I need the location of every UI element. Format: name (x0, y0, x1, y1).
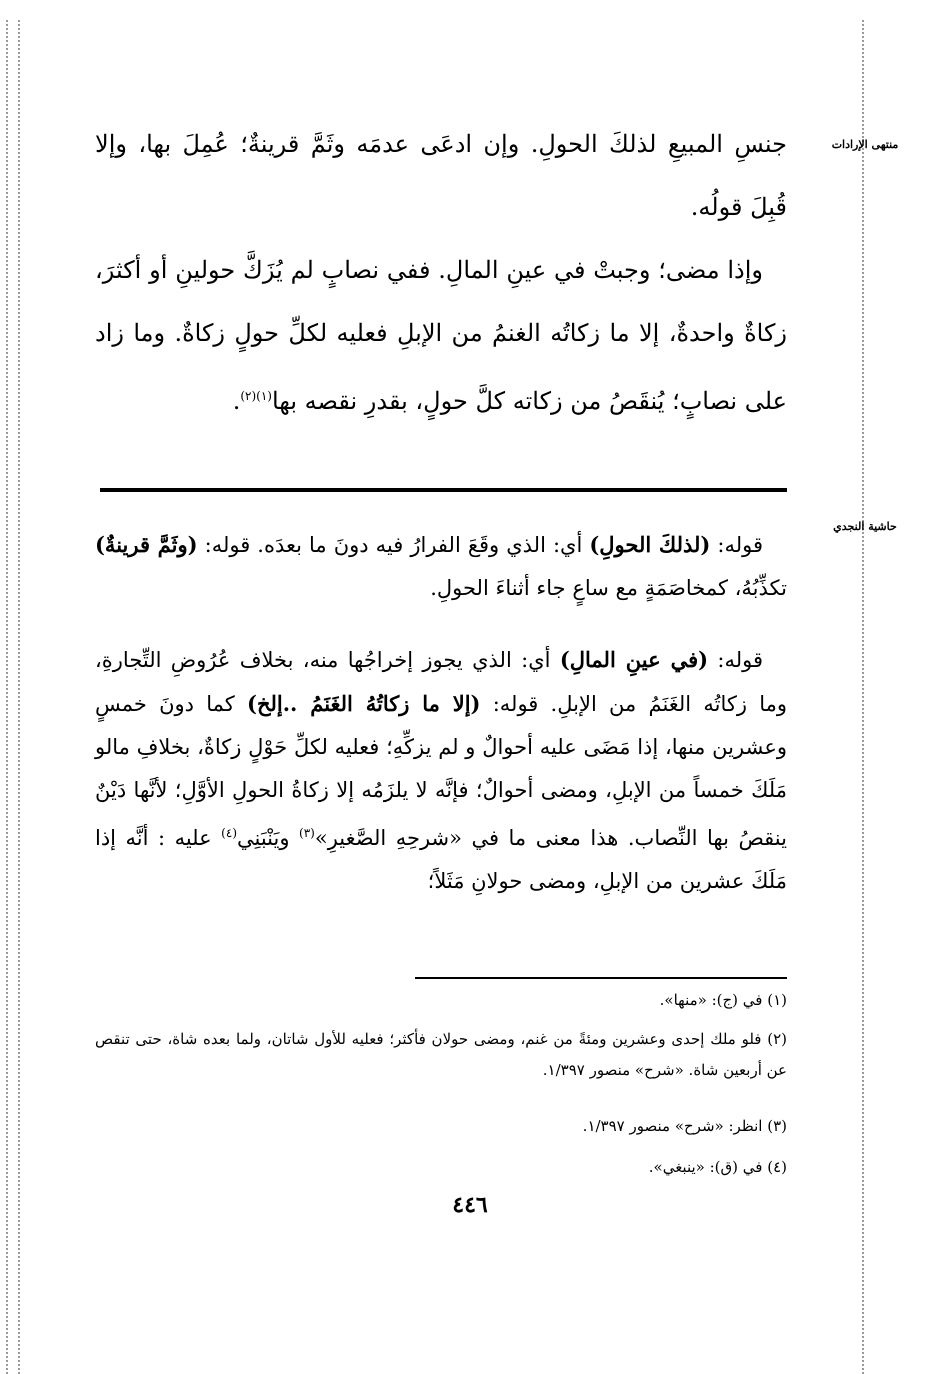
scan-dotted-margin-right (862, 20, 864, 1374)
footnote-ref: (٣) (299, 826, 315, 840)
footnote-1: (١) في (ج): «منها». (659, 991, 787, 1009)
commentary-text: تكذِّبُهُ، كمخاصَمَةٍ مع ساعٍ جاء أثناءَ الحولِ. (430, 576, 787, 600)
matn-paragraph-2 (95, 239, 787, 433)
scan-dotted-margin-left-outer (6, 20, 8, 1374)
quoted-lemma: (في عينِ المالِ) (559, 647, 709, 672)
matn-paragraph-2-end: . (232, 387, 241, 415)
commentary-text: ويَنْبَنِي (237, 826, 300, 850)
section-divider (100, 488, 787, 492)
side-label-matn: منتهى الإرادات (831, 138, 899, 151)
page-number: ٤٤٦ (452, 1192, 488, 1218)
quoted-lemma: (لذلكَ الحولِ) (589, 532, 711, 557)
commentary-text: كما دونَ خمسٍ وعشرين منها، إذا مَضَى عليه أحوالٌ و لم يزكِّهِ؛ فعليه لكلِّ حَوْلٍ زكاةٌ، بخلافِ مالو مَلَكَ خمساً من الإبلِ، ومضى أحوالٌ؛ فإنَّه لا يلزَمُه إلا زكاةُ الحولِ الأوَّلِ؛ لأنَّها دَيْنٌ ينقصُ بها النِّصاب. هذا معنى ما في «شرحِهِ الصَّغيرِ» (95, 692, 787, 850)
commentary-text: عليه : أنَّه إذا مَلَكَ عشرين من الإبلِ، ومضى حولانِ مَثَلاً؛ (95, 826, 787, 893)
footnote-divider (415, 977, 787, 979)
commentary-text: أي: الذي وقَعَ الفرارُ فيه دونَ ما بعدَه. قوله: (197, 533, 590, 557)
footnote-3: (٣) انظر: «شرح» منصور ١/٣٩٧. (582, 1117, 787, 1135)
quoted-lemma: (وثَمَّ قرينةٌ) (95, 532, 198, 557)
matn-paragraph-2-text: وإذا مضى؛ وجبتْ في عينِ المالِ. ففي نصابٍ لم يُزَكَّ حولينِ أو أكثرَ، زكاةٌ واحدةٌ، إلا ما زكاتُه الغنمُ من الإبلِ فعليه لكلِّ حولٍ زكاةٌ. وما زاد على نصابٍ؛ يُنقَصُ من زكاته كلَّ حولٍ، بقدرِ نقصه بها (95, 256, 787, 415)
commentary-text: قوله: (710, 533, 763, 557)
quoted-lemma: (إلا ما زكاتُهُ الغَنَمُ ..إلخ) (247, 691, 481, 716)
hashiya-paragraph-2 (95, 638, 787, 903)
footnote-2: (٢) فلو ملك إحدى وعشرين ومئةً من غنم، ومضى حولان فأكثر؛ فعليه للأول شاتان، ولما بعده شاة، حتى تنقص عن أربعين شاة. «شرح» منصور ١/٣٩٧. (95, 1030, 787, 1079)
footnote-4: (٤) في (ق): «ينبغي». (648, 1158, 787, 1176)
footnote-ref: (٤) (221, 826, 237, 840)
scan-dotted-margin-left-inner (18, 20, 20, 1374)
matn-paragraph-1: جنسِ المبيعِ لذلكَ الحولِ. وإن ادعَى عدمَه وثَمَّ قرينةٌ؛ عُمِلَ بها، وإلا قُبِلَ قولُه. (95, 130, 787, 221)
side-label-hashiya: حاشية النجدي (833, 520, 897, 533)
hashiya-paragraph-1 (95, 523, 787, 610)
commentary-text: قوله: (708, 648, 763, 672)
footnote-refs-1-2: (١)(٢) (240, 389, 272, 403)
commentary-text: أي: الذي يجوز إخراجُها منه، بخلاف عُرُوضِ التِّجارةِ، وما زكاتُه الغَنَمُ من الإبلِ. قوله: (95, 648, 788, 716)
